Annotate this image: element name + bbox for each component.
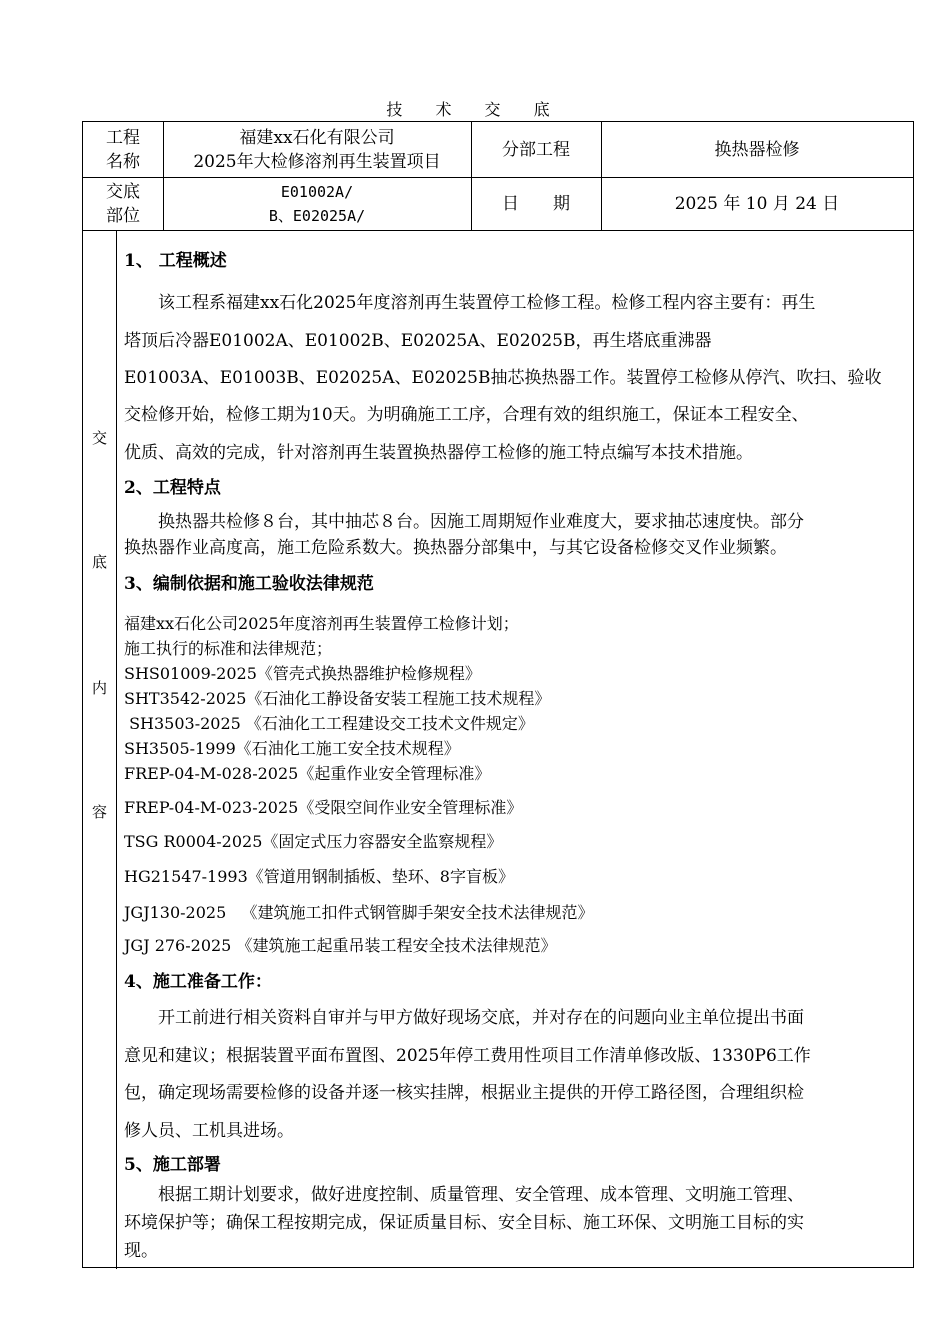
document-title: 技 术 交 底 — [386, 100, 564, 119]
section-3-line: 施工执行的标准和法律规范； — [124, 639, 333, 658]
section-2-line: 换热器共检修８台，其中抽芯８台。因施工周期短作业难度大，要求抽芯速度快。部分 — [124, 512, 804, 532]
section-5-line: 环境保护等；确保工程按期完成，保证质量目标、安全目标、施工环保、文明施工目标的实 — [124, 1213, 804, 1233]
position-value-line1: E01002A/ — [280, 182, 354, 201]
date-value: 2025 年 10 月 24 日 — [674, 193, 840, 214]
project-name-label-line1: 工程 — [106, 127, 140, 148]
subproject-label: 分部工程 — [502, 139, 570, 160]
position-label-line2: 部位 — [106, 205, 140, 226]
position-label — [83, 177, 163, 230]
section-5-line: 现。 — [124, 1241, 158, 1261]
section-2-heading: 2、工程特点 — [124, 478, 221, 498]
section-3-line: SH3503-2025 《石油化工工程建设交工技术文件规定》 — [124, 714, 534, 733]
section-4-line: 包，确定现场需要检修的设备并逐一核实挂牌，根据业主提供的开停工路径图，合理组织检 — [124, 1083, 804, 1103]
section-3-line: FREP-04-M-023-2025《受限空间作业安全管理标准》 — [124, 798, 523, 817]
project-name-line1: 福建xx石化有限公司 — [239, 127, 395, 148]
section-1-heading: 1、 工程概述 — [124, 251, 227, 271]
section-1-line: 优质、高效的完成，针对溶剂再生装置换热器停工检修的施工特点编写本技术措施。 — [124, 443, 753, 463]
section-4-line: 修人员、工机具进场。 — [124, 1121, 294, 1141]
section-2-line: 换热器作业高度高，施工危险系数大。换热器分部集中，与其它设备检修交叉作业频繁。 — [124, 538, 787, 558]
section-3-line: SHT3542-2025《石油化工静设备安装工程施工技术规程》 — [124, 689, 551, 708]
side-label-char: 底 — [91, 553, 107, 571]
section-3-line: SH3505-1999《石油化工施工安全技术规程》 — [124, 739, 460, 758]
section-3-line: 福建xx石化公司2025年度溶剂再生装置停工检修计划； — [124, 614, 519, 633]
position-label-line1: 交底 — [106, 181, 140, 202]
section-3-line: SHS01009-2025《管壳式换热器维护检修规程》 — [124, 664, 481, 683]
side-label-char: 交 — [91, 429, 107, 447]
section-1-line: 塔顶后冷器E01002A、E01002B、E02025A、E02025B，再生塔底重沸器 — [124, 331, 712, 351]
disclosure-table — [82, 121, 914, 1268]
row-divider — [83, 230, 913, 231]
project-name-label-line2: 名称 — [106, 151, 140, 172]
date-label: 日 期 — [502, 193, 570, 214]
project-name-line2: 2025年大检修溶剂再生装置项目 — [193, 151, 441, 172]
position-value — [163, 177, 471, 230]
section-4-heading: 4、施工准备工作： — [124, 972, 272, 992]
section-4-line: 意见和建议；根据装置平面布置图、2025年停工费用性项目工作清单修改版、1330P6工作 — [124, 1046, 811, 1066]
section-3-line: HG21547-1993《管道用钢制插板、垫环、8字盲板》 — [124, 867, 514, 886]
section-1-line: E01003A、E01003B、E02025A、E02025B抽芯换热器工作。装置停工检修从停汽、吹扫、验收 — [124, 368, 882, 388]
section-1-line: 该工程系福建xx石化2025年度溶剂再生装置停工检修工程。检修工程内容主要有：再生 — [124, 293, 816, 313]
col-divider — [116, 230, 117, 1269]
section-3-heading: 3、编制依据和施工验收法律规范 — [124, 574, 374, 594]
section-5-heading: 5、施工部署 — [124, 1155, 221, 1175]
section-4-line: 开工前进行相关资料自审并与甲方做好现场交底，并对存在的问题向业主单位提出书面 — [124, 1008, 804, 1028]
project-name-value — [163, 122, 471, 177]
section-5-line: 根据工期计划要求，做好进度控制、质量管理、安全管理、成本管理、文明施工管理、 — [124, 1185, 804, 1205]
section-3-line: JGJ 276-2025 《建筑施工起重吊装工程安全技术法律规范》 — [124, 936, 557, 955]
side-label-char: 内 — [91, 679, 107, 697]
section-3-line: TSG R0004-2025《固定式压力容器安全监察规程》 — [124, 832, 503, 851]
section-3-line: FREP-04-M-028-2025《起重作业安全管理标准》 — [124, 764, 491, 783]
section-3-line: JGJ130-2025 《建筑施工扣件式钢管脚手架安全技术法律规范》 — [124, 903, 594, 922]
subproject-value: 换热器检修 — [714, 139, 800, 160]
side-label-char: 容 — [91, 803, 107, 821]
project-name-label — [83, 122, 163, 177]
position-value-line2: B、E02025A/ — [268, 206, 366, 225]
section-1-line: 交检修开始，检修工期为10天。为明确施工工序，合理有效的组织施工，保证本工程安全、 — [124, 405, 809, 425]
